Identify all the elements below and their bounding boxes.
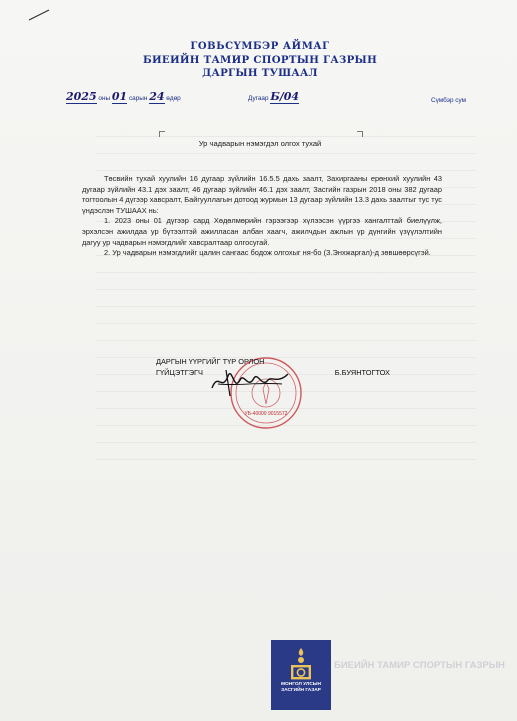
emblem-caption-2: ЗАСГИЙН ГАЗАР: [281, 688, 321, 693]
signer-title-line-1: ДАРГЫН ҮҮРГИЙГ ТҮР ОРЛОН: [156, 357, 265, 366]
number-label: Дугаар: [248, 95, 269, 102]
date-line: [66, 90, 181, 104]
date-day-word: өдөр: [166, 95, 181, 102]
signer-name: Б.БУЯНТОГТОХ: [334, 367, 390, 377]
document-subject: Ур чадварын нэмэгдэл олгох тухай: [198, 139, 322, 148]
subject-corner-left: [159, 131, 165, 137]
date-year-word: оны: [98, 95, 111, 102]
header-organization: БИЕИЙН ТАМИР СПОРТЫН ГАЗРЫН: [142, 54, 378, 66]
body-paragraph-2: 1. 2023 оны 01 дүгээр сард Хөдөлмөрийн гэрээгээр хүлээсэн үүргээ хангалттай биелүүлж, эрхэлсэн ажилдаа ур бүтээлтэй ажилласан албан хаагч, ажилчдын ажлын үр дүнгийн үзүүлэлтийн дагуу ур чадварын нэмэгдлийг хавсралтаар олгосугай.: [82, 216, 442, 247]
date-month-word: сарын: [128, 95, 148, 102]
document-body: [82, 174, 442, 259]
government-emblem-badge: [271, 640, 331, 710]
place-name: Сүмбэр сум: [431, 97, 467, 104]
order-number: Б/04: [270, 90, 300, 103]
body-paragraph-1: Төсвийн тухай хуулийн 16 дугаар зүйлийн 16.5.5 дахь заалт, Захиргааны ерөнхий хуулийн 43 дугаар зүйлийн 43.1 дэх заалт, 46 дугаар зүйлийн 46.1 дэх заалт, Засгийн газрын 2018 оны 382 дугаар тогтоолын 4 дүгээр хавсралт, Байгууллагын дотоод журмын 13 дугаар зүйлийн 13.3 дахь заалтыг тус тус үндэслэн ТУШААХ нь:: [82, 174, 442, 215]
body-paragraph-3: 2. Ур чадварын нэмэгдлийг цалин сангаас бодож олгохыг ня-бо (З.Энхжаргал)-д зөвшөөрсүгэй.: [104, 248, 431, 258]
emblem-caption-1: МОНГОЛ УЛСЫН: [281, 682, 321, 687]
date-month: 01: [111, 90, 128, 103]
pen-stroke-mark: [28, 8, 50, 22]
header-document-type: ДАРГЫН ТУШААЛ: [202, 67, 318, 79]
date-day: 24: [149, 90, 165, 103]
handwritten-signature: [208, 362, 294, 400]
subject-corner-right: [357, 131, 363, 137]
signer-title-line-2: ГҮЙЦЭТГЭГЧ: [156, 367, 203, 377]
footer-show-through-text: [334, 658, 510, 673]
number-line: [248, 90, 299, 104]
stamp-code: УБ-40000 9015572: [244, 411, 288, 417]
footer-ghost-line-1: БИЕИЙН ТАМИР СПОРТЫН ГАЗРЫН: [334, 660, 505, 671]
header-region: ГОВЬСҮМБЭР АЙМАГ: [190, 41, 330, 52]
date-year: 2025: [66, 90, 97, 103]
soyombo-emblem-icon: [286, 646, 316, 682]
